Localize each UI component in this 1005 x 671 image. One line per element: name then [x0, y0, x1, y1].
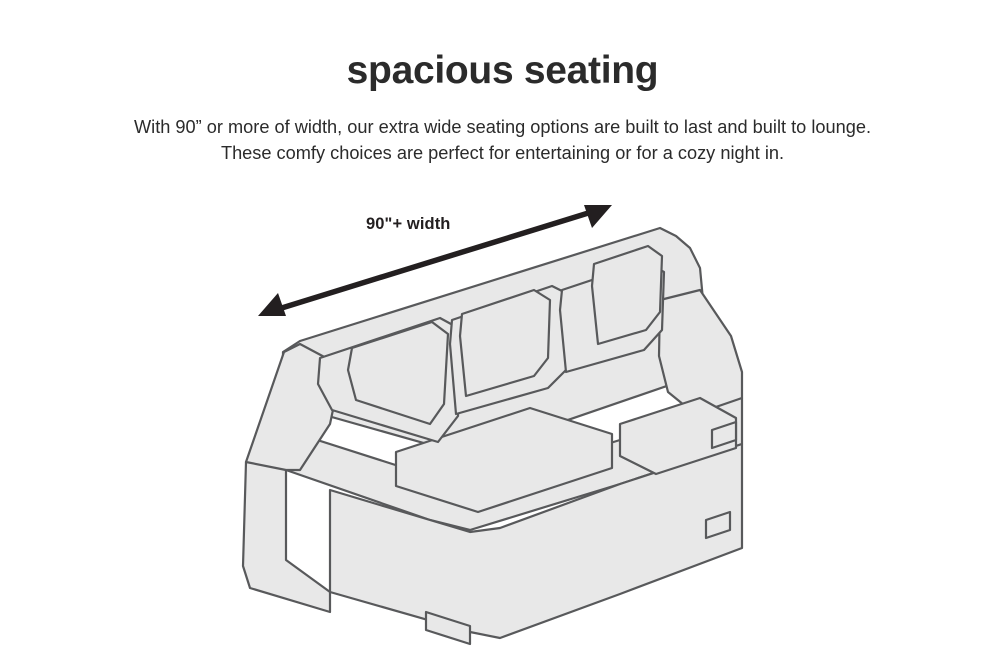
page-title: spacious seating	[346, 49, 659, 92]
sofa-illustration	[243, 228, 742, 644]
dimension-label: 90"+ width	[366, 215, 451, 233]
subcopy-line-2: These comfy choices are perfect for entertaining or for a cozy night in.	[220, 142, 785, 163]
subcopy-line-1: With 90” or more of width, our extra wide seating options are built to last and built to lounge.	[134, 117, 871, 137]
